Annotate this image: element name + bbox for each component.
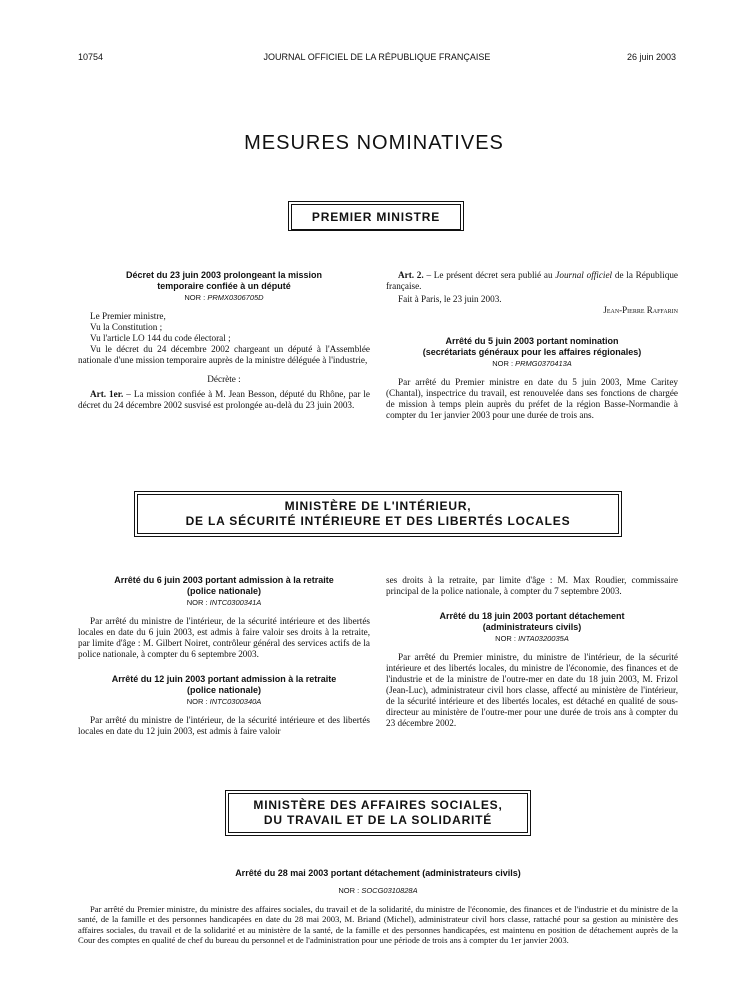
page-header: [78, 52, 676, 66]
nor-code: INTA0320035A: [518, 634, 569, 643]
section-title: [228, 793, 528, 833]
decree-title-line2: temporaire confiée à un député: [157, 280, 291, 291]
article-label: Art. 2.: [398, 270, 424, 280]
journal-title: JOURNAL OFFICIEL DE LA RÉPUBLIQUE FRANÇAISE: [263, 52, 491, 62]
nor-reference: [78, 696, 370, 707]
arrete-title-line2: (police nationale): [186, 684, 261, 695]
nor-label: NOR :: [492, 359, 516, 368]
nor-code: INTC0300340A: [209, 697, 262, 706]
article-2: [386, 270, 678, 292]
arrete-title-line2: (administrateurs civils): [482, 621, 582, 632]
section-title: PREMIER MINISTRE: [291, 204, 461, 230]
paragraph: Vu le décret du 24 décembre 2002 chargeant un député à l'Assemblée nationale d'une mission temporaire auprès de la ministre déléguée à l'industrie,: [78, 344, 370, 365]
arrete-title-line1: Arrêté du 18 juin 2003 portant détachement: [439, 611, 625, 621]
decrete-label: Décrète :: [207, 374, 241, 384]
article-text: de la République française.: [386, 270, 678, 291]
section-title-line2: DE LA SÉCURITÉ INTÉRIEURE ET DES LIBERTÉS LOCALES: [185, 514, 571, 528]
nor-code: PRMG0370413A: [515, 359, 572, 368]
section-title: [137, 494, 619, 534]
nor-reference: [78, 885, 678, 896]
left-column-s1: [78, 270, 370, 411]
nor-reference: [78, 597, 370, 608]
article-1: [78, 389, 370, 411]
arrete-title-line1: Arrêté du 12 juin 2003 portant admission à la retraite: [111, 674, 337, 684]
page-number: 10754: [78, 52, 104, 62]
section-interieur-heading: [134, 491, 622, 537]
arrete-title: [78, 575, 370, 596]
fait-line: Fait à Paris, le 23 juin 2003.: [398, 294, 502, 304]
article-text: – La mission confiée à M. Jean Besson, député du Rhône, par le décret du 24 décembre 2002 susvisé est prolongée au-delà du 23 juin 2003.: [78, 389, 370, 410]
paragraph: Vu l'article LO 144 du code électoral ;: [90, 333, 231, 343]
section-title-line1: MINISTÈRE DES AFFAIRES SOCIALES,: [253, 798, 503, 812]
arrete-text: Par arrêté du Premier ministre, du ministre de l'intérieur, de la sécurité intérieure et des libertés locales, du ministre de l'économie, des finances et de l'industrie et de la ministre de l'outre-mer en date du 18 juin 2003, M. Frizol (Jean-Luc), administrateur civil hors classe, affecté au ministère de l'intérieur, de la sécurité intérieure et des libertés locales, est détaché en qualité de sous-directeur au ministère de l'outre-mer pour une durée de trois ans à compter du 23 décembre 2002.: [386, 652, 678, 728]
arrete-title: [386, 336, 678, 357]
arrete-title-line1: Arrêté du 5 juin 2003 portant nomination: [445, 336, 619, 346]
paragraph: Le Premier ministre,: [90, 311, 166, 321]
arrete-title-line2: (police nationale): [186, 585, 261, 596]
nor-label: NOR :: [495, 634, 519, 643]
arrete-text: Par arrêté du ministre de l'intérieur, de la sécurité intérieure et des libertés locales en date du 12 juin 2003, est admis à faire valoir: [78, 715, 370, 736]
section-premier-ministre-heading: [288, 201, 464, 231]
right-column-s1: [386, 270, 678, 421]
nor-label: NOR :: [186, 598, 210, 607]
arrete-title-line1: Arrêté du 6 juin 2003 portant admission à la retraite: [114, 575, 334, 585]
arrete-title: [386, 611, 678, 632]
nor-label: NOR :: [186, 697, 210, 706]
right-column-s2: [386, 575, 678, 729]
journal-reference: Journal officiel: [555, 270, 613, 280]
nor-label: NOR :: [184, 293, 208, 302]
nor-reference: [386, 633, 678, 644]
issue-date: 26 juin 2003: [626, 52, 676, 62]
full-width-s3: [78, 868, 678, 946]
page-title: MESURES NOMINATIVES: [244, 132, 504, 154]
nor-label: NOR :: [338, 885, 362, 895]
paragraph: Vu la Constitution ;: [90, 322, 163, 332]
decree-title: [78, 270, 370, 291]
arrete-title: [78, 674, 370, 695]
article-label: Art. 1er.: [90, 389, 124, 399]
left-column-s2: [78, 575, 370, 737]
section-title-line1: MINISTÈRE DE L'INTÉRIEUR,: [284, 499, 472, 513]
arrete-text: Par arrêté du Premier ministre, du ministre des affaires sociales, du travail et de la solidarité, du ministre de l'économie, des finances et de l'industrie et du ministre de la santé, de la famille et des personnes handicapées en date du 28 mai 2003, M. Briand (Michel), administrateur civil hors classe, rattaché pour sa gestion au ministère des affaires sociales, du travail et de la solidarité et au ministère de la santé, de la famille et des personnes handicapées, est maintenu en position de détachement auprès de la Cour des comptes en qualité de chef du bureau du personnel et de l'administration pour une période de trois ans à compter du 1er janvier 2003.: [78, 903, 678, 945]
nor-reference: [386, 358, 678, 369]
arrete-title: Arrêté du 28 mai 2003 portant détachement (administrateurs civils): [235, 868, 521, 878]
nor-code: PRMX0306705D: [207, 293, 264, 302]
arrete-title-line2: (secrétariats généraux pour les affaires régionales): [422, 346, 642, 357]
nor-code: SOCG0310828A: [361, 885, 418, 895]
nor-code: INTC0300341A: [209, 598, 262, 607]
nor-reference: [78, 292, 370, 303]
continued-text: ses droits à la retraite, par limite d'âge : M. Max Roudier, commissaire principal de la police nationale, à compter du 7 septembre 2003.: [386, 575, 678, 596]
article-text: – Le présent décret sera publié au: [423, 270, 556, 280]
arrete-text: Par arrêté du Premier ministre en date du 5 juin 2003, Mme Caritey (Chantal), inspectrice du travail, est renouvelée dans ses fonctions de chargée de mission à temps plein auprès du préfet de la région Basse-Normandie à compter du 1er janvier 2003 pour une durée de trois ans.: [386, 377, 678, 420]
decree-title-line1: Décret du 23 juin 2003 prolongeant la mission: [125, 270, 323, 280]
arrete-text: Par arrêté du ministre de l'intérieur, de la sécurité intérieure et des libertés locales en date du 6 juin 2003, est admis à faire valoir ses droits à la retraite, par limite d'âge : M. Gilbert Noiret, contrôleur général des services actifs de la police nationale, à compter du 6 septembre 2003.: [78, 616, 370, 659]
section-title-line2: DU TRAVAIL ET DE LA SOLIDARITÉ: [263, 813, 493, 827]
section-affaires-sociales-heading: [225, 790, 531, 836]
signature: Jean-Pierre Raffarin: [603, 305, 678, 315]
